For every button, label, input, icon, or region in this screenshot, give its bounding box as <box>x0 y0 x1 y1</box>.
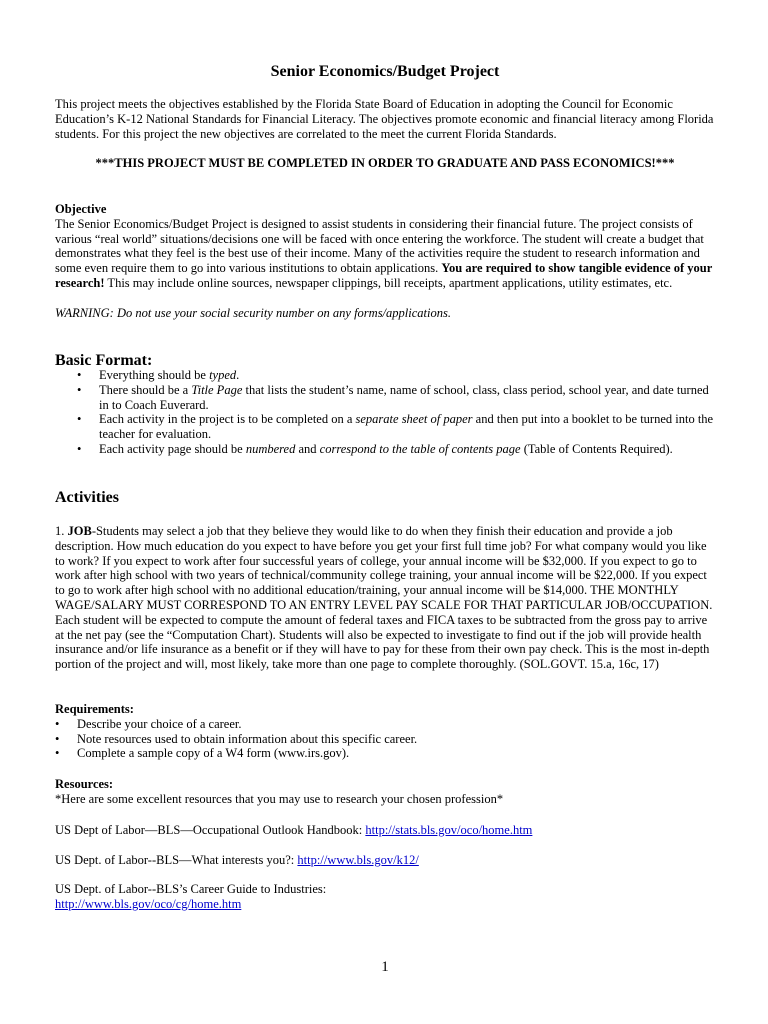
list-item-text: Complete a sample copy of a W4 form (www.irs.gov). <box>77 746 350 761</box>
objective-text-a: The Senior Economics/Budget Project is designed to assist students in considering their financial future. The project consists of various “real world” situations/decisions one will be faced with once entering the workforce. The student will create a budget that demonstrates what they feel is the best use of their income. Many of the activities require the student to research information and some even require them to go into various institutions to obtain applications. <box>55 216 704 276</box>
document-title: Senior Economics/Budget Project <box>270 63 500 80</box>
list-item-emphasis: numbered <box>245 441 296 456</box>
objective-heading: Objective <box>55 202 107 216</box>
bullet-icon: • <box>55 716 60 731</box>
resource-what-interests-you <box>55 853 419 868</box>
list-item-text: . <box>236 368 240 382</box>
requirements-heading: Requirements: <box>55 702 134 716</box>
resource-link[interactable]: http://www.bls.gov/k12/ <box>297 853 419 867</box>
basic-format-heading: Basic Format: <box>55 352 153 369</box>
intro-paragraph: This project meets the objectives established by the Florida State Board of Education in adopting the Council for Economic Education’s K-12 National Standards for Financial Literacy. The objectives promote economic and financial literacy among Florida students. For this project the new objectives are correlated to the meet the current Florida Standards. <box>55 97 714 141</box>
resource-link[interactable]: http://stats.bls.gov/oco/home.htm <box>365 823 533 837</box>
job-label: JOB <box>67 524 92 538</box>
page-number: 1 <box>381 959 389 975</box>
list-item-text: (Table of Contents Required). <box>520 441 673 456</box>
bullet-icon: • <box>77 441 82 456</box>
bullet-icon: • <box>77 412 82 427</box>
list-item-emphasis: typed <box>209 368 237 382</box>
bullet-icon: • <box>55 746 60 761</box>
resource-label: US Dept. of Labor--BLS’s Career Guide to Industries: <box>55 882 327 896</box>
list-item-text: that lists the student’s name, name of school, class, class period, school year, and date turned in to Coach Euverard. <box>99 382 709 412</box>
resource-label: US Dept. of Labor--BLS—What interests you?: <box>55 853 298 867</box>
list-item <box>55 746 715 761</box>
list-item-emphasis: Title Page <box>191 382 243 397</box>
list-item-text: There should be a <box>99 382 192 397</box>
graduation-requirement-notice: ***THIS PROJECT MUST BE COMPLETED IN ORDER TO GRADUATE AND PASS ECONOMICS!*** <box>95 156 675 170</box>
job-number: 1. <box>55 524 68 538</box>
list-item-text: Each activity page should be <box>99 441 246 456</box>
resources-section <box>55 777 715 807</box>
bullet-icon: • <box>77 368 82 382</box>
list-item-emphasis: separate sheet of paper <box>355 412 473 427</box>
list-item <box>55 383 715 413</box>
resource-link[interactable]: http://www.bls.gov/oco/cg/home.htm <box>55 896 242 911</box>
list-item <box>55 732 715 747</box>
objective-text-b: This may include online sources, newspaper clippings, bill receipts, apartment applications, utility estimates, etc. <box>104 275 673 290</box>
list-item <box>55 368 715 383</box>
warning-text: WARNING: Do not use your social security number on any forms/applications. <box>55 306 451 320</box>
job-activity-paragraph <box>55 524 715 672</box>
basic-format-list <box>55 368 715 457</box>
list-item-text: Each activity in the project is to be completed on a <box>99 412 356 427</box>
activities-heading: Activities <box>55 489 119 506</box>
requirements-section <box>55 702 715 761</box>
resource-career-guide <box>55 882 326 912</box>
objective-text <box>55 217 715 291</box>
job-text: -Students may select a job that they believe they would like to do when they finish their education and provide a job description. How much education do you expect to have before you get your first full time job? For what company would you like to work? If you expect to work after four successful years of college, your annual income will be $32,000. If you expect to go to work after high school with two years of technical/community college training, your annual income will be $22,000. If you expect to go to work after high school with no additional education/training, your annual income will be $14,000. THE MONTHLY WAGE/SALARY MUST CORRESPOND TO AN ENTRY LEVEL PAY SCALE FOR THAT PARTICULAR JOB/OCCUPATION. Each student will be expected to compute the amount of federal taxes and FICA taxes to be subtracted from the gross pay to arrive at the net pay (see the “Computation Chart). Students will also be expected to investigate to find out if the job will provide health insurance and/or life insurance as a benefit or if they will have to pay for these from their own pay check. This is the most in-depth portion of the project and will, most likely, take more than one page to complete thoroughly. (SOL.GOVT. 15.a, 16c, 17) <box>55 524 713 672</box>
bullet-icon: • <box>55 731 60 746</box>
resources-heading: Resources: <box>55 777 114 791</box>
requirements-list <box>55 717 715 761</box>
resource-occupational-outlook <box>55 823 532 838</box>
objective-section <box>55 202 715 291</box>
list-item-text: Everything should be <box>99 368 210 382</box>
list-item-text: Describe your choice of a career. <box>77 716 242 731</box>
objective-text-bold: You are required to show tangible evidence of your research! <box>55 261 713 290</box>
list-item <box>55 717 715 732</box>
list-item-emphasis: correspond to the table of contents page <box>319 441 521 456</box>
list-item-text: Note resources used to obtain information about this specific career. <box>77 731 418 746</box>
bullet-icon: • <box>77 382 82 397</box>
resources-note: *Here are some excellent resources that you may use to research your chosen profession* <box>55 791 504 806</box>
list-item <box>55 412 715 442</box>
list-item-text: and then put into a booklet to be turned into the teacher for evaluation. <box>99 412 714 442</box>
list-item-text: and <box>295 441 320 456</box>
resource-label: US Dept of Labor—BLS—Occupational Outlook Handbook: <box>55 823 366 837</box>
list-item <box>55 442 715 457</box>
